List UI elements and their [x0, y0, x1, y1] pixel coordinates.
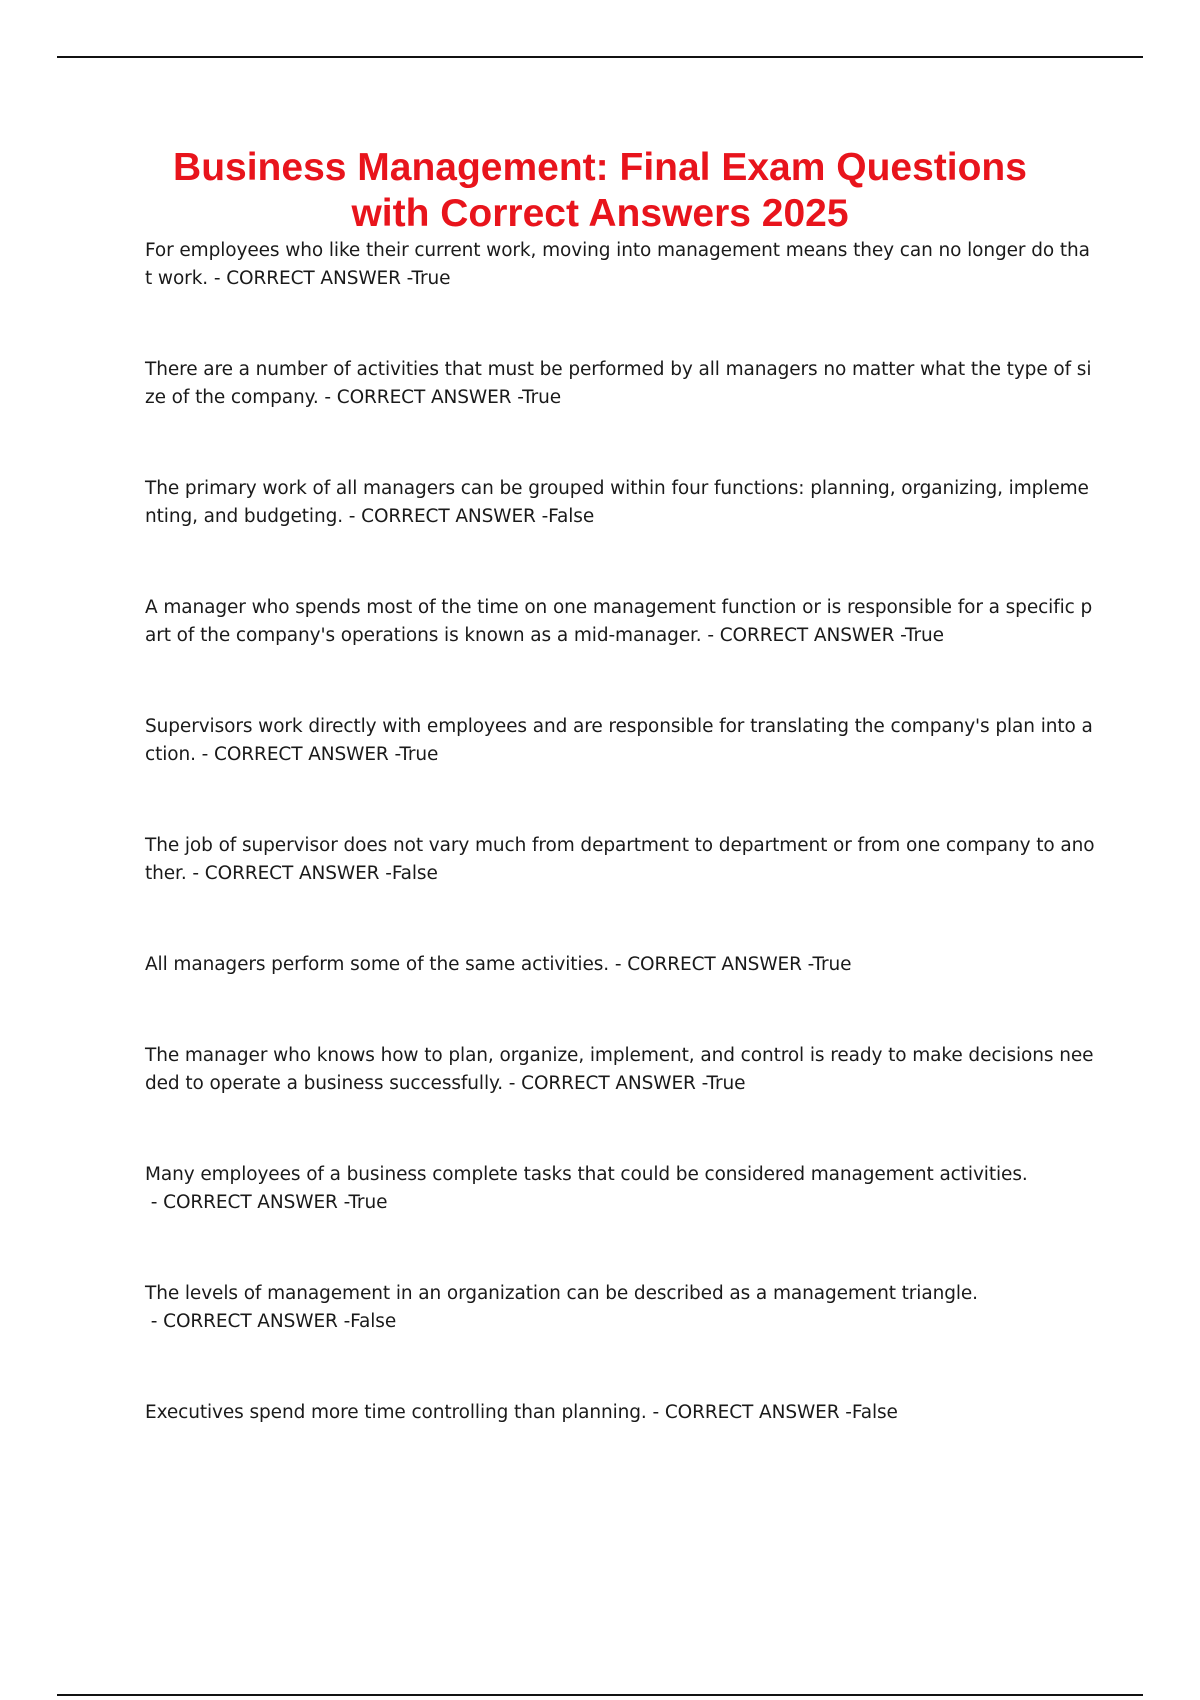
answer-prefix: - CORRECT ANSWER - [318, 387, 523, 408]
answer-prefix: - CORRECT ANSWER - [609, 954, 813, 975]
question-text: The job of supervisor does not vary much from department to department or from one company to another. [145, 835, 1095, 884]
qa-item-7 [145, 951, 1095, 979]
answer-prefix: - CORRECT ANSWER - [701, 625, 906, 646]
answer-text: True [706, 1073, 746, 1094]
answer-prefix: - CORRECT ANSWER - [503, 1073, 707, 1094]
qa-item-4 [145, 594, 1095, 650]
question-text: A manager who spends most of the time on one management function or is responsible for a specific part of the company's operations is known as a mid-manager. [145, 597, 1093, 646]
answer-prefix: - CORRECT ANSWER - [186, 863, 392, 884]
answer-text: True [522, 387, 561, 408]
answer-prefix: - CORRECT ANSWER - [145, 1192, 349, 1213]
answer-text: False [391, 863, 438, 884]
answer-prefix: - CORRECT ANSWER - [145, 1311, 351, 1332]
qa-item-10 [145, 1280, 1095, 1336]
bottom-rule [57, 1694, 1143, 1696]
answer-prefix: - CORRECT ANSWER - [343, 506, 549, 527]
question-text: The primary work of all managers can be grouped within four functions: planning, organizing, implementing, and budgeting. [145, 478, 1089, 527]
answer-prefix: - CORRECT ANSWER - [208, 268, 412, 289]
question-text: There are a number of activities that must be performed by all managers no matter what the type of size of the company. [145, 359, 1092, 408]
page-title [100, 145, 1100, 237]
qa-item-11 [145, 1399, 1095, 1427]
answer-text: True [812, 954, 852, 975]
qa-item-6 [145, 832, 1095, 888]
answer-text: True [411, 268, 451, 289]
question-text: Many employees of a business complete tasks that could be considered management activities. [145, 1164, 1028, 1185]
answer-text: False [350, 1311, 397, 1332]
question-text: All managers perform some of the same activities. [145, 954, 610, 975]
question-text: Executives spend more time controlling than planning. [145, 1402, 647, 1423]
answer-text: False [851, 1402, 898, 1423]
answer-prefix: - CORRECT ANSWER - [195, 744, 400, 765]
answer-text: True [348, 1192, 388, 1213]
qa-item-3 [145, 475, 1095, 531]
title-line-1: Business Management: Final Exam Questions [173, 146, 1027, 189]
qa-item-5 [145, 713, 1095, 769]
top-rule [57, 56, 1143, 58]
answer-text: True [399, 744, 439, 765]
question-text: The levels of management in an organization can be described as a management triangle. [145, 1283, 978, 1304]
qa-list [145, 237, 1095, 1490]
question-text: For employees who like their current work, moving into management means they can no longer do that work. [145, 240, 1090, 289]
qa-item-1 [145, 237, 1095, 293]
answer-text: True [905, 625, 944, 646]
answer-prefix: - CORRECT ANSWER - [646, 1402, 852, 1423]
qa-item-9 [145, 1161, 1095, 1217]
answer-text: False [548, 506, 595, 527]
question-text: The manager who knows how to plan, organize, implement, and control is ready to make decisions needed to operate a business successfully. [145, 1045, 1094, 1094]
title-line-2: with Correct Answers 2025 [351, 192, 849, 235]
qa-item-2 [145, 356, 1095, 412]
question-text: Supervisors work directly with employees and are responsible for translating the company's plan into action. [145, 716, 1093, 765]
qa-item-8 [145, 1042, 1095, 1098]
